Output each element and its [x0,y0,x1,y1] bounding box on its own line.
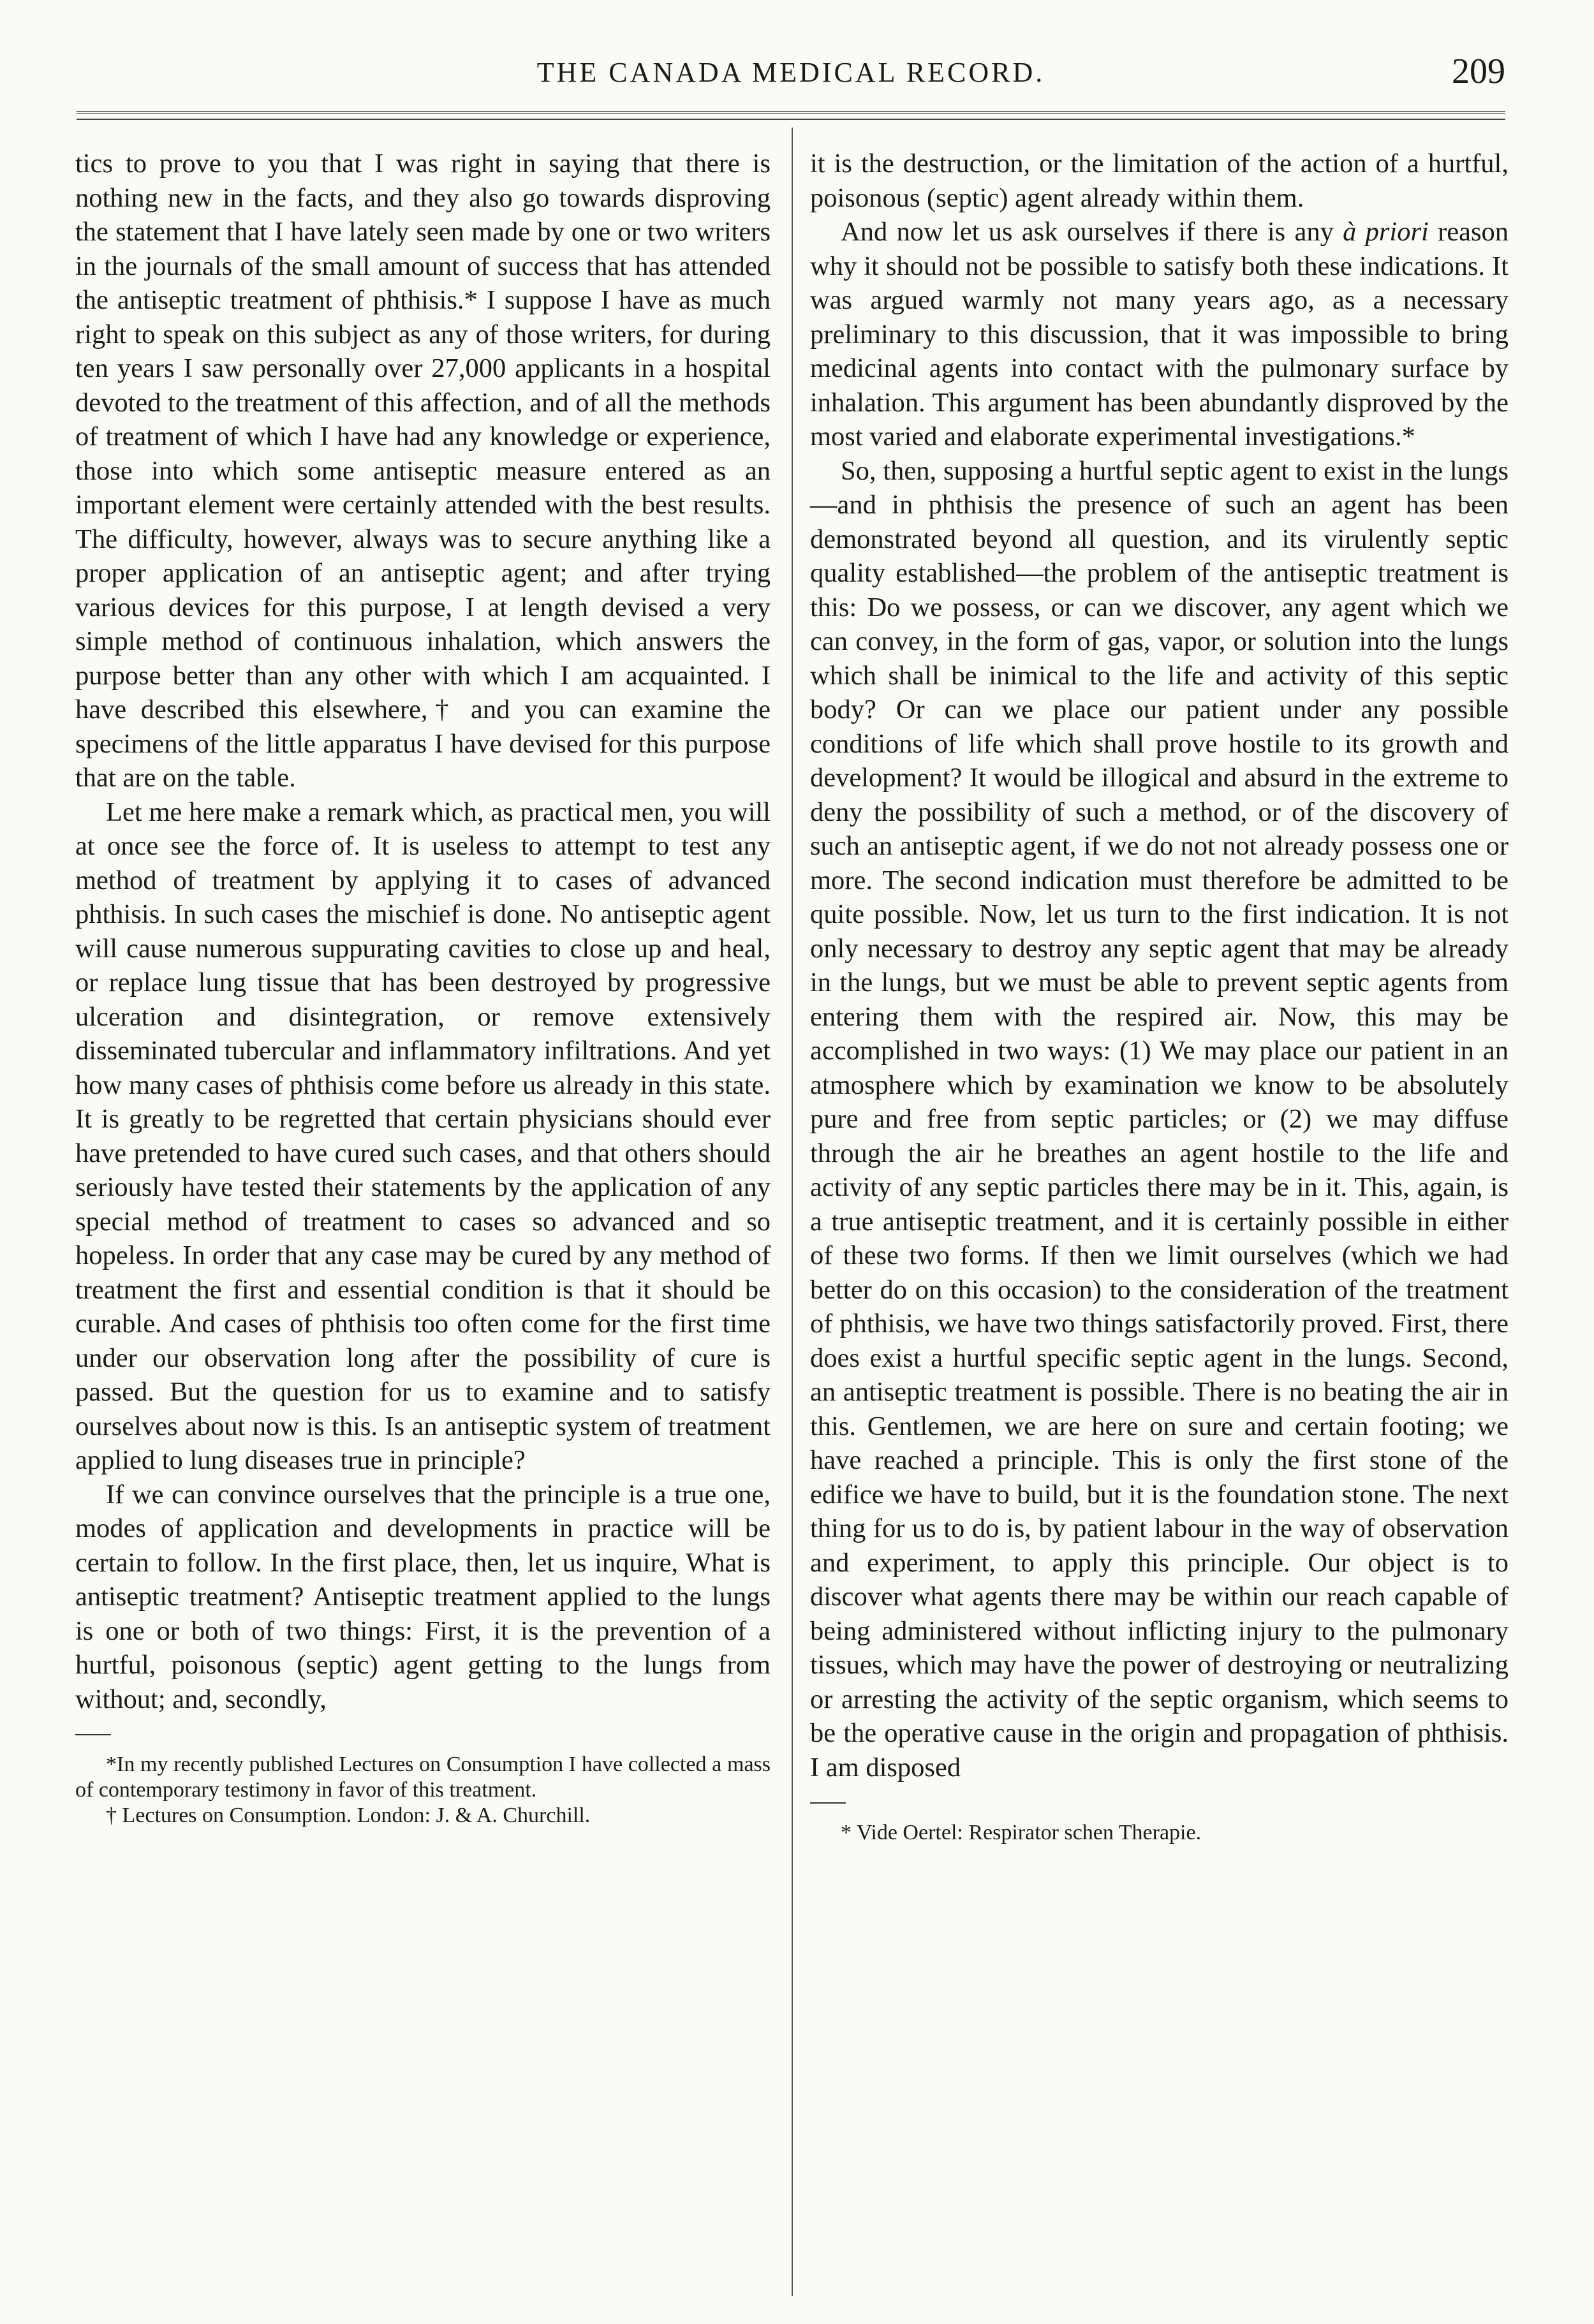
footnote: * Vide Oertel: Respirator schen Therapie. [841,1821,1202,1844]
paragraph: it is the destruction, or the limitation of the action of a hurtful, poisonous (septic) agent already within them. [810,149,1509,213]
paragraph [810,215,1509,454]
paragraph: So, then, supposing a hurtful septic agent to exist in the lungs—and in phthisis the presence of such an agent has been demonstrated beyond all question, and its virulently septic quality established—the problem of the antiseptic treatment is this: Do we possess, or can we discover, any agent which we can convey, in the form of gas, vapor, or solution into the lungs which shall be inimical to the life and activity of this septic body? Or can we place our patient under any possible conditions of life which shall prove hostile to its growth and development? It would be illogical and absurd in the extreme to deny the possibility of such a method, or of the discovery of such an antiseptic agent, if we do not not already possess one or more. The second indication must therefore be admitted to be quite possible. Now, let us turn to the first indication. It is not only necessary to destroy any septic agent that may be already in the lungs, but we must be able to prevent septic agents from entering them with the respired air. Now, this may be accomplished in two ways: (1) We may place our patient in an atmosphere which by examination we know to be absolutely pure and free from septic particles; or (2) we may diffuse through the air he breathes an agent hostile to the life and activity of any septic particles there may be in it. This, again, is a true antiseptic treatment, and it is certainly possible in either of these two forms. If then we limit ourselves (which we had better do on this occasion) to the consideration of the treatment of phthisis, we have two things satisfactorily proved. First, there does exist a hurtful specific septic agent in the lungs. Second, an antiseptic treatment is possible. There is no beating the air in this. Gentlemen, we are here on sure and certain footing; we have reached a principle. This is only the first stone of the edifice we have to build, but it is the foundation stone. The next thing for us to do is, by patient labour in the way of observation and experiment, to apply this principle. Our object is to discover what agents there may be within our reach capable of being administered without inflicting injury to the pulmonary tissues, which may have the power of destroying or neutralizing or arresting the activity of the septic organism, which seems to be the operative cause in the origin and propagation of phthisis. I am disposed [810,455,1509,1783]
footnote: † Lectures on Consumption. London: J. & A. Churchill. [106,1804,591,1827]
footnote: *In my recently published Lectures on Consumption I have collected a mass of contemporary testimony in favor of this treatment. [75,1753,771,1802]
footnote-rule [75,1734,111,1735]
page-number: 209 [1452,52,1505,91]
column-divider [792,128,793,2296]
left-column [75,147,771,1828]
right-column [810,147,1509,1846]
paragraph-text: reason why it should not be possible to satisfy both these indications. It was argued warmly not many years ago, as a necessary preliminary to this discussion, that it was impossible to bring medicinal agents into contact with the pulmonary surface by inhalation. This argument has been abundantly disproved by the most varied and elaborate experimental investigations.* [810,217,1509,452]
paragraph: If we can convince ourselves that the principle is a true one, modes of application and developments in practice will be certain to follow. In the first place, then, let us inquire, What is antiseptic treatment? Antiseptic treatment applied to the lungs is one or both of two things: First, it is the prevention of a hurtful, poisonous (septic) agent getting to the lungs from without; and, secondly, [75,1479,771,1714]
italic-phrase: à priori [1343,217,1429,247]
running-header [77,52,1505,101]
paragraph-text: And now let us ask ourselves if there is any [841,217,1343,247]
paragraph: Let me here make a remark which, as practical men, you will at once see the force of. It is useless to attempt to test any method of treatment by applying it to cases of advanced phthisis. In such cases the mischief is done. No antiseptic agent will cause numerous suppurating cavities to close up and heal, or replace lung tissue that has been destroyed by progressive ulceration and disintegration, or remove extensively disseminated tubercular and inflammatory infiltrations. And yet how many cases of phthisis come before us already in this state. It is greatly to be regretted that certain physicians should ever have pretended to have cured such cases, and that others should seriously have tested their statements by the application of any special method of treatment to cases so advanced and so hopeless. In order that any case may be cured by any method of treatment the first and essential condition is that it should be curable. And cases of phthisis too often come for the first time under our observation long after the possibility of cure is passed. But the question for us to examine and to satisfy ourselves about now is this. Is an antiseptic system of treatment applied to lung diseases true in principle? [75,797,771,1475]
header-rule [77,111,1505,120]
footnote-rule [810,1802,846,1804]
journal-title: THE CANADA MEDICAL RECORD. [536,57,1045,88]
paragraph: tics to prove to you that I was right in saying that there is nothing new in the facts, and they also go towards disproving the statement that I have lately seen made by one or two writers in the journals of the small amount of success that has attended the antiseptic treatment of phthisis.* I suppose I have as much right to speak on this subject as any of those writers, for during ten years I saw personally over 27,000 applicants in a hospital devoted to the treatment of this affection, and of all the methods of treatment of which I have had any knowledge or experience, those into which some antiseptic measure entered as an important element were certainly attended with the best results. The difficulty, however, always was to secure anything like a proper application of an antiseptic agent; and after trying various devices for this purpose, I at length devised a very simple method of continuous inhalation, which answers the purpose better than any other with which I am acquainted. I have described this elsewhere,† and you can examine the specimens of the little apparatus I have devised for this purpose that are on the table. [75,149,771,793]
